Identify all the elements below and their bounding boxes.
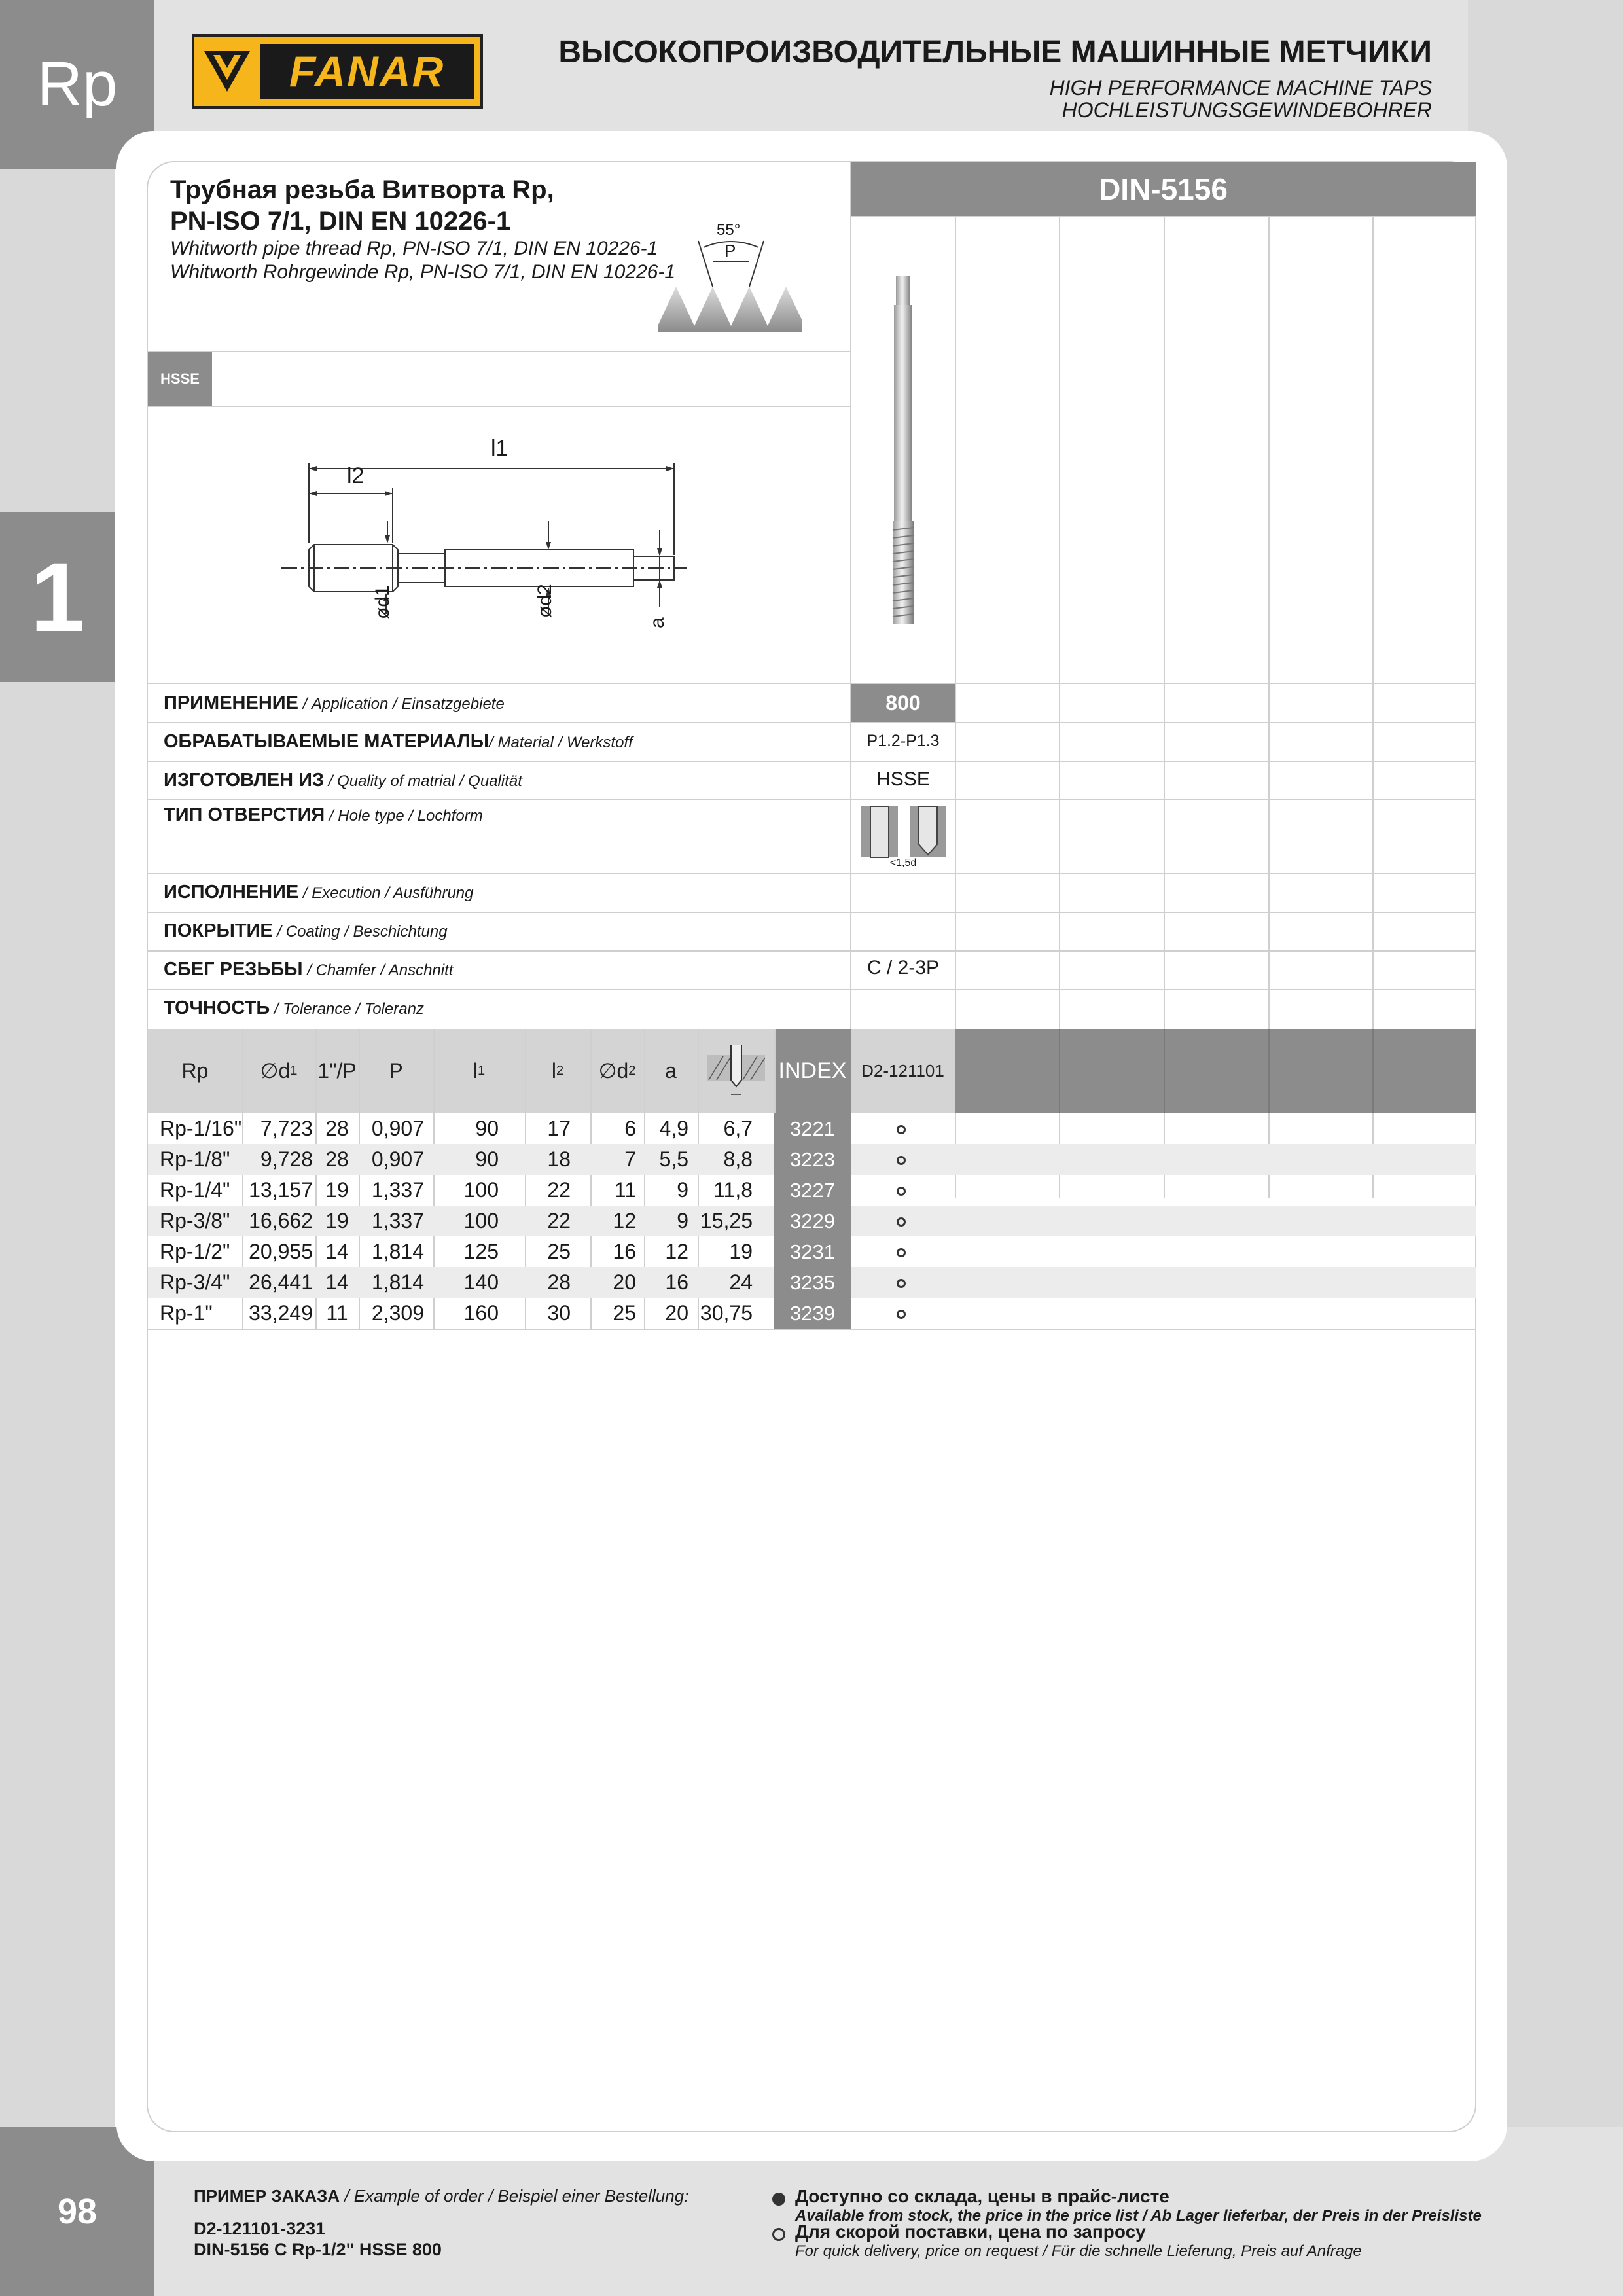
tpi-text: 14 — [325, 1240, 349, 1263]
d2-text: 11 — [614, 1178, 636, 1202]
logo-wordmark: FANAR — [260, 44, 474, 99]
quality-value: HSSE — [876, 768, 930, 790]
availability-open-circle-icon — [897, 1248, 906, 1257]
l2-text: 30 — [547, 1301, 571, 1325]
section-tab-rp: Rp — [0, 0, 154, 169]
d1-text: ød1 — [372, 585, 393, 619]
l1-text: 90 — [475, 1117, 499, 1140]
l2-text: 25 — [547, 1240, 571, 1263]
col-pitch: P — [389, 1058, 403, 1083]
thread-profile-icon — [658, 221, 802, 334]
brand-logo — [192, 34, 483, 109]
p-text: 1,337 — [371, 1178, 424, 1202]
property-application — [164, 692, 505, 714]
l2-text: 22 — [547, 1209, 571, 1232]
title-en-text: Whitworth pipe thread Rp, PN-ISO 7/1, DIN EN 10226-1 — [170, 238, 658, 259]
l1-text: 100 — [463, 1178, 499, 1202]
d1-text: ∅d — [260, 1059, 291, 1083]
d2-text: 20 — [613, 1270, 636, 1294]
a-text: 20 — [665, 1301, 688, 1325]
d1-text: 9,728 — [260, 1147, 313, 1171]
label-text: ПОКРЫТИЕ — [164, 920, 273, 941]
label-text: СБЕГ РЕЗЬБЫ — [164, 959, 303, 980]
rp-text: Rp-1/4" — [160, 1178, 230, 1202]
col-code: D2-121101 — [861, 1060, 944, 1081]
page-subtitle-en: HIGH PERFORMANCE MACHINE TAPS — [1049, 76, 1432, 99]
product-title — [170, 174, 554, 237]
hole-type-icon — [860, 805, 948, 859]
col-l1 — [433, 1029, 525, 1113]
l1-sub-text: 1 — [477, 1063, 486, 1078]
chapter-tab: 1 — [0, 512, 115, 682]
a-text: 16 — [665, 1270, 688, 1294]
a-text: 5,5 — [659, 1147, 688, 1171]
logo-v-icon — [194, 37, 260, 106]
a-text: 9 — [677, 1178, 688, 1202]
index-cell: 3231 — [774, 1236, 851, 1267]
label-text: ПРИМЕНЕНИЕ — [164, 692, 298, 713]
availability-open-circle-icon — [897, 1217, 906, 1227]
tap-product-image — [885, 275, 921, 628]
product-subtitle — [170, 237, 675, 284]
a-text: 4,9 — [659, 1117, 688, 1140]
l2-text: 28 — [547, 1270, 571, 1294]
col-index: INDEX — [774, 1029, 851, 1113]
page-title: ВЫСОКОПРОИЗВОДИТЕЛЬНЫЕ МАШИННЫЕ МЕТЧИКИ — [558, 35, 1432, 69]
p-text: 1,814 — [371, 1270, 424, 1294]
hole-type-value: <1,5d — [889, 857, 917, 869]
l2-text: 22 — [547, 1178, 571, 1202]
d2-text: 12 — [613, 1209, 636, 1232]
l1-text: 90 — [475, 1147, 499, 1171]
l1-text: 160 — [463, 1301, 499, 1325]
availability-open-circle-icon — [897, 1279, 906, 1288]
page-subtitle-de: HOCHLEISTUNGSGEWINDEBOHRER — [1061, 98, 1432, 122]
tap-dimension-drawing — [275, 432, 694, 655]
title-de-text: Whitworth Rohrgewinde Rp, PN-ISO 7/1, DIN EN 10226-1 — [170, 261, 675, 283]
d1-text: 33,249 — [249, 1301, 313, 1325]
legend-quick-sub-text: For quick delivery, price on request / Für die schnelle Lieferung, Preis auf Anfrage — [795, 2242, 1362, 2260]
col-drill-icon — [698, 1029, 774, 1113]
a-text: 9 — [677, 1209, 688, 1232]
a-text: 12 — [665, 1240, 688, 1263]
l1-text: 100 — [463, 1209, 499, 1232]
d2-text: ød2 — [534, 584, 556, 618]
on-request-open-circle-icon — [772, 2228, 785, 2241]
sub-text: / Material / Werkstoff — [489, 734, 633, 751]
rp-text: Rp-3/8" — [160, 1209, 230, 1232]
availability-open-circle-icon — [897, 1156, 906, 1165]
tpi-text: 28 — [325, 1147, 349, 1171]
property-materials — [164, 731, 633, 753]
legend-stock — [795, 2186, 1482, 2225]
tpi-text: 19 — [325, 1178, 349, 1202]
d2-text: 25 — [613, 1301, 636, 1325]
sub-text: / Coating / Beschichtung — [272, 923, 448, 941]
sub-text: / Quality of matrial / Qualität — [324, 772, 522, 790]
l1-text: l1 — [491, 436, 508, 461]
in-stock-filled-circle-icon — [772, 2193, 785, 2206]
legend-quick — [795, 2221, 1362, 2261]
example-title-text: ПРИМЕР ЗАКАЗА — [194, 2186, 340, 2206]
d2-text: 6 — [624, 1117, 636, 1140]
l2-text: 18 — [547, 1147, 571, 1171]
d1-text: 26,441 — [249, 1270, 313, 1294]
d1-text: 20,955 — [249, 1240, 313, 1263]
drill-text: 24 — [729, 1270, 753, 1294]
legend-stock-ru-text: Доступно со склада, цены в прайс-листе — [795, 2186, 1169, 2206]
drill-text: 8,8 — [723, 1147, 753, 1171]
title-ru-line2-text: PN-ISO 7/1, DIN EN 10226-1 — [170, 207, 511, 236]
legend-quick-ru-text: Для скорой поставки, цена по запросу — [795, 2221, 1146, 2242]
drill-text: 15,25 — [700, 1209, 753, 1232]
property-tolerance — [164, 997, 424, 1019]
d2-sub-text: 2 — [628, 1063, 636, 1078]
l1-text: 140 — [463, 1270, 499, 1294]
d1-text: 13,157 — [249, 1178, 313, 1202]
availability-open-circle-icon — [897, 1310, 906, 1319]
thread-pitch-text: P — [724, 241, 736, 260]
availability-open-circle-icon — [897, 1125, 906, 1134]
sub-text: / Execution / Ausführung — [298, 884, 474, 902]
d1-text: 16,662 — [249, 1209, 313, 1232]
d2-text: 7 — [624, 1147, 636, 1171]
d1-sub-text: 1 — [290, 1063, 298, 1078]
col-d2 — [590, 1029, 644, 1113]
legend-stock-sub-text: Available from stock, the price in the price list / Ab Lager lieferbar, der Preis in der Preisliste — [795, 2207, 1482, 2225]
rp-text: Rp-1" — [160, 1301, 213, 1325]
d2-text: ∅d — [598, 1059, 629, 1083]
col-tpi: 1"/P — [317, 1058, 357, 1083]
sub-text: / Application / Einsatzgebiete — [298, 695, 505, 713]
l1-text: 125 — [463, 1240, 499, 1263]
order-example-code: D2-121101-3231 — [194, 2219, 326, 2238]
p-text: 1,814 — [371, 1240, 424, 1263]
col-d1 — [242, 1029, 315, 1113]
label-text: ИЗГОТОВЛЕН ИЗ — [164, 770, 325, 791]
tpi-text: 14 — [325, 1270, 349, 1294]
chamfer-value: C / 2-3P — [866, 957, 940, 978]
availability-open-circle-icon — [897, 1187, 906, 1196]
index-cell: 3229 — [774, 1206, 851, 1236]
title-ru-line1-text: Трубная резьба Витворта Rp, — [170, 175, 554, 204]
property-chamfer — [164, 959, 453, 980]
index-cell: 3227 — [774, 1175, 851, 1206]
index-cell: 3235 — [774, 1267, 851, 1298]
property-quality — [164, 770, 522, 791]
tpi-text: 19 — [325, 1209, 349, 1232]
p-text: 2,309 — [371, 1301, 424, 1325]
label-text: ИСПОЛНЕНИЕ — [164, 882, 299, 903]
p-text: 1,337 — [371, 1209, 424, 1232]
index-cell: 3223 — [774, 1144, 851, 1175]
property-hole-type — [164, 804, 483, 826]
l2-sub-text: 2 — [556, 1063, 564, 1078]
drill-text: 30,75 — [700, 1301, 753, 1325]
label-text: ОБРАБАТЫВАЕМЫЕ МАТЕРИАЛЫ — [164, 731, 490, 752]
col-empty-dark — [955, 1029, 1476, 1113]
sub-text: / Chamfer / Anschnitt — [302, 961, 454, 979]
thread-angle-text: 55° — [717, 221, 741, 239]
tpi-text: 28 — [325, 1117, 349, 1140]
application-badge: 800 — [851, 684, 955, 722]
drill-text: 19 — [729, 1240, 753, 1263]
materials-value: P1.2-P1.3 — [866, 732, 940, 750]
d1-text: 7,723 — [260, 1117, 313, 1140]
example-sub-text: / Example of order / Beispiel einer Bestellung: — [340, 2186, 689, 2206]
l2-text: 17 — [547, 1117, 571, 1140]
rp-text: Rp-1/16" — [160, 1117, 242, 1140]
left-margin-strip — [0, 0, 115, 2296]
order-example-spec: DIN-5156 C Rp-1/2" HSSE 800 — [194, 2240, 442, 2259]
drill-text: 11,8 — [713, 1178, 753, 1202]
rp-text: Rp-1/8" — [160, 1147, 230, 1171]
label-text: ТОЧНОСТЬ — [164, 997, 270, 1018]
index-cell: 3239 — [774, 1298, 851, 1329]
order-example-title — [194, 2186, 688, 2206]
sub-text: / Hole type / Lochform — [325, 807, 483, 825]
col-rp: Rp — [181, 1058, 209, 1083]
property-execution — [164, 882, 474, 903]
l1-text: l — [473, 1058, 478, 1083]
index-cell: 3221 — [774, 1113, 851, 1144]
tpi-text: 11 — [326, 1301, 348, 1325]
material-badge: HSSE — [148, 352, 212, 406]
col-l2 — [525, 1029, 590, 1113]
property-coating — [164, 920, 448, 942]
col-a: a — [665, 1058, 677, 1083]
l2-text: l — [551, 1058, 556, 1083]
standard-header: DIN-5156 — [851, 162, 1476, 216]
sub-text: / Tolerance / Toleranz — [270, 1000, 424, 1018]
page-number: 98 — [0, 2127, 154, 2296]
label-text: ТИП ОТВЕРСТИЯ — [164, 804, 325, 825]
rp-text: Rp-3/4" — [160, 1270, 230, 1294]
rp-text: Rp-1/2" — [160, 1240, 230, 1263]
l2-text: l2 — [347, 463, 365, 488]
drill-text: 6,7 — [723, 1117, 753, 1140]
p-text: 0,907 — [371, 1147, 424, 1171]
a-text: a — [647, 617, 668, 628]
p-text: 0,907 — [371, 1117, 424, 1140]
d2-text: 16 — [613, 1240, 636, 1263]
